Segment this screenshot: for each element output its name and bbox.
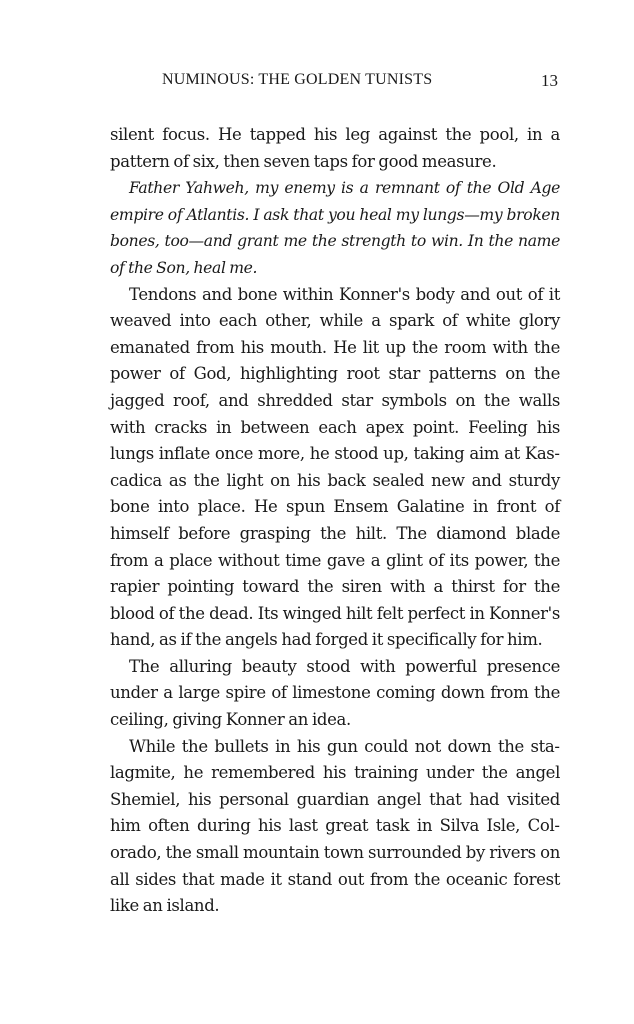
paragraph: While the bullets in his gun could not down the stalagmite, he remembered his training under the angel Shemiel, his personal guardian angel that had visited him often during his last great task in Silva Isle, Colorado, the small mountain town surrounded by rivers on all sides that made it stand out from the oceanic forest like an island. (110, 736, 560, 916)
page-number: 13 (541, 71, 558, 90)
paragraph: Tendons and bone within Konner's body and out of it weaved into each other, while a spark of white glory emanated from his mouth. He lit up the room with the power of God, highlighting root star patterns on the jagged roof, and shredded star symbols on the walls with cracks in between each apex point. Feeling his lungs inflate once more, he stood up, taking aim at Kascadica as the light on his back sealed new and sturdy bone into place. He spun Ensem Galatine in front of himself before grasping the hilt. The diamond blade from a place without time gave a glint of its power, the rapier pointing toward the siren with a thirst for the blood of the dead. Its winged hilt felt perfect in Konner's hand, as if the angels had forged it specifically for him. (110, 284, 560, 650)
paragraph: The alluring beauty stood with powerful presence under a large spire of limestone coming down from the ceiling, giving Konner an idea. (110, 656, 560, 730)
body-text (110, 122, 560, 920)
running-title: NUMINOUS: THE GOLDEN TUNISTS (162, 71, 433, 88)
prayer-paragraph: Father Yahweh, my enemy is a remnant of the Old Age empire of Atlantis. I ask that you heal my lungs—my broken bones, too—and grant me the strength to win. In the name of the Son, heal me. (110, 179, 560, 277)
running-head (110, 71, 560, 93)
paragraph: silent focus. He tapped his leg against the pool, in a pattern of six, then seven taps for good measure. (110, 125, 560, 171)
